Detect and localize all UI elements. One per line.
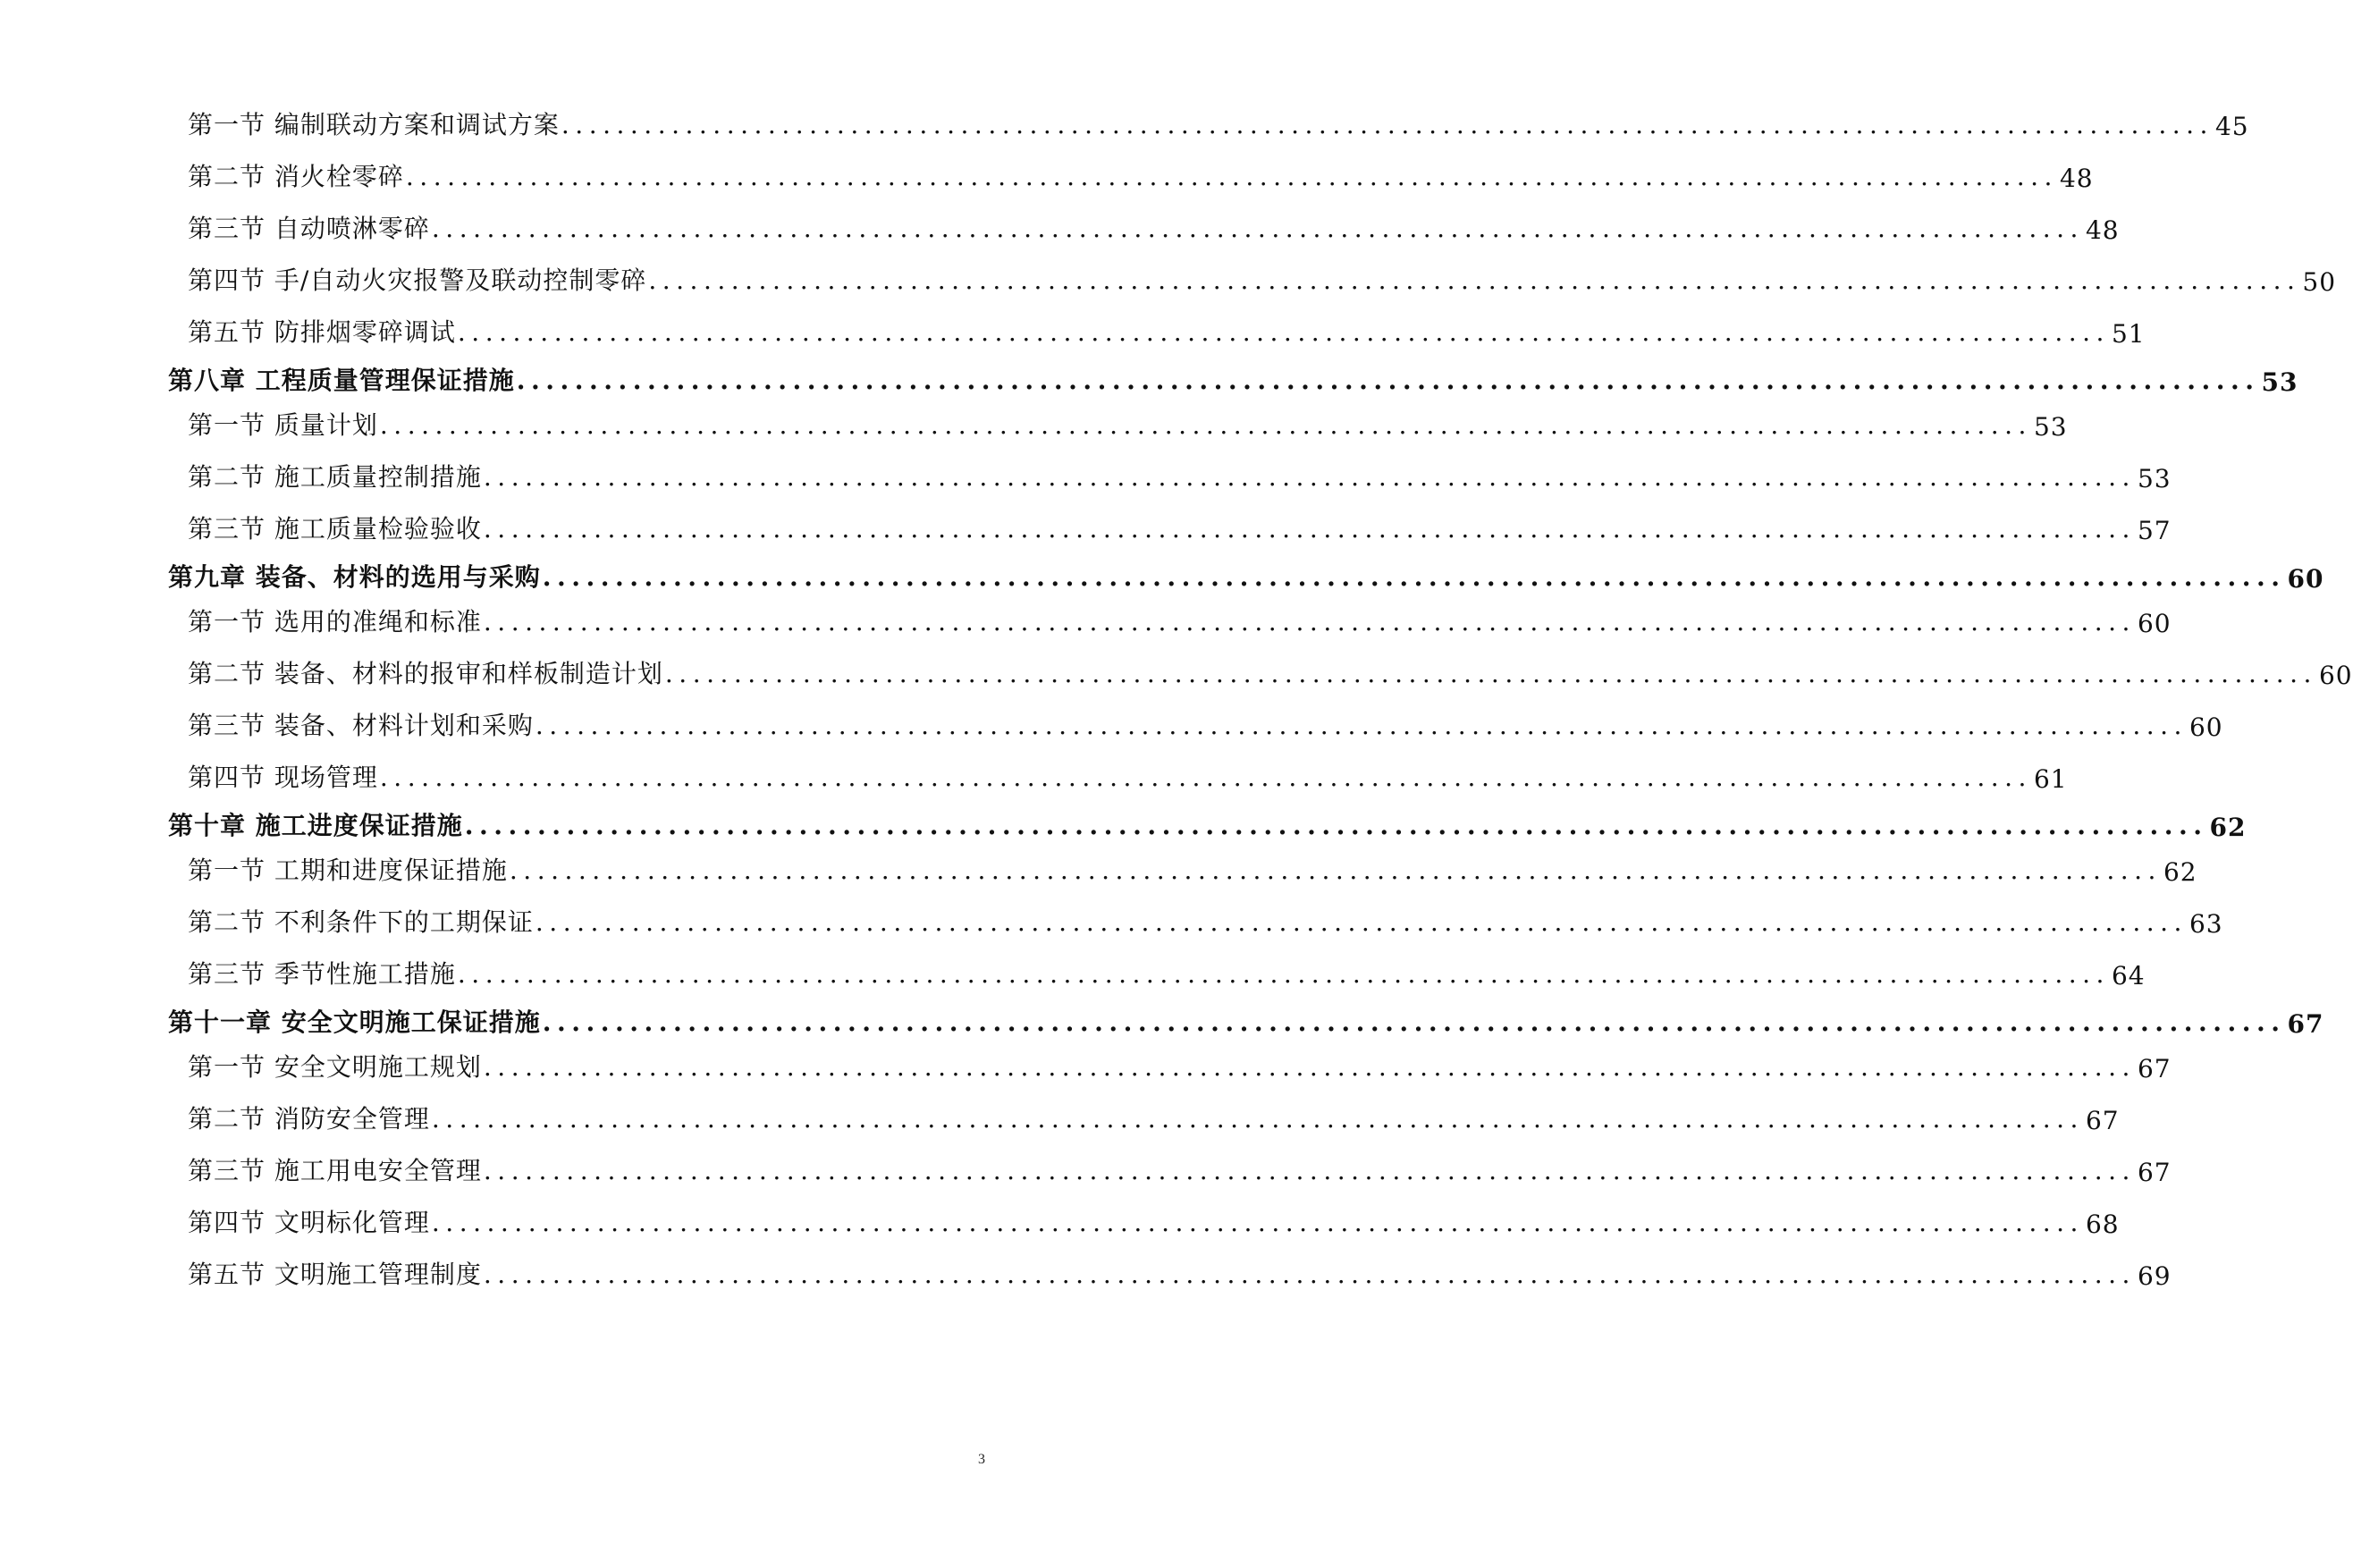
toc-entry-label: 第二节 施工质量控制措施 [188, 462, 482, 492]
dot-leader: ........................................................................................................................ [483, 1052, 2136, 1082]
toc-entry[interactable] [188, 847, 2197, 887]
toc-entry-page: 63 [2189, 909, 2223, 939]
toc-entry[interactable] [188, 309, 2146, 349]
dot-leader: ........................................................................................................................ [542, 1007, 2286, 1037]
toc-entry-page: 67 [2137, 1054, 2172, 1083]
dot-leader: ........................................................................................................................ [457, 959, 2110, 989]
dot-leader: ........................................................................................................................ [431, 214, 2084, 243]
toc-entry[interactable] [188, 454, 2172, 493]
toc-entry[interactable] [188, 1200, 2120, 1239]
dot-leader: ........................................................................................................................ [483, 607, 2136, 636]
toc-entry[interactable] [188, 1096, 2120, 1135]
toc-chapter-entry[interactable] [168, 803, 2247, 842]
toc-entry-label: 第五节 文明施工管理制度 [188, 1260, 482, 1289]
dot-leader: ........................................................................................................................ [379, 763, 2032, 792]
toc-entry-page: 60 [2189, 712, 2223, 742]
toc-entry-label: 第四节 现场管理 [188, 763, 378, 792]
toc-entry-page: 67 [2085, 1106, 2120, 1135]
dot-leader: ........................................................................................................................ [483, 1260, 2136, 1289]
toc-entry-page: 60 [2318, 661, 2353, 690]
toc-chapter-entry[interactable] [168, 358, 2298, 397]
toc-entry-page: 62 [2163, 857, 2197, 887]
toc-entry-page: 64 [2111, 961, 2146, 991]
dot-leader: ........................................................................................................................ [483, 1156, 2136, 1185]
toc-entry-label: 第三节 自动喷淋零碎 [188, 214, 430, 243]
dot-leader: ........................................................................................................................ [464, 811, 2208, 840]
toc-entry-page: 53 [2261, 367, 2298, 397]
dot-leader: ........................................................................................................................ [542, 562, 2286, 592]
toc-entry-label: 第九章 装备、材料的选用与采购 [168, 562, 541, 592]
toc-entry[interactable] [188, 599, 2172, 638]
toc-chapter-entry[interactable] [168, 999, 2324, 1039]
toc-entry-label: 第二节 装备、材料的报审和样板制造计划 [188, 659, 663, 688]
toc-entry-label: 第十一章 安全文明施工保证措施 [168, 1007, 541, 1037]
toc-entry-label: 第一节 工期和进度保证措施 [188, 856, 508, 885]
toc-entry-label: 第二节 不利条件下的工期保证 [188, 907, 534, 937]
toc-chapter-entry[interactable] [168, 554, 2324, 594]
dot-leader: ........................................................................................................................ [483, 462, 2136, 492]
toc-entry-label: 第三节 施工质量检验验收 [188, 514, 482, 544]
toc-entry-page: 60 [2137, 609, 2172, 638]
dot-leader: ........................................................................................................................ [561, 110, 2214, 139]
dot-leader: ........................................................................................................................ [535, 907, 2188, 937]
toc-entry-page: 50 [2302, 267, 2337, 297]
dot-leader: ........................................................................................................................ [431, 1104, 2084, 1134]
toc-entry[interactable] [188, 154, 2094, 193]
toc-entry[interactable] [188, 1044, 2172, 1083]
toc-entry-label: 第三节 装备、材料计划和采购 [188, 711, 534, 740]
toc-entry[interactable] [188, 703, 2223, 742]
dot-leader: ........................................................................................................................ [516, 366, 2260, 395]
toc-entry-label: 第四节 手/自动火灾报警及联动控制零碎 [188, 266, 647, 295]
toc-entry-page: 68 [2085, 1210, 2120, 1239]
toc-entry-page: 62 [2209, 813, 2247, 842]
toc-entry[interactable] [188, 754, 2068, 794]
toc-entry[interactable] [188, 1148, 2172, 1187]
toc-entry-page: 51 [2111, 319, 2146, 349]
page-number: 3 [978, 1452, 985, 1467]
toc-entry-label: 第十章 施工进度保证措施 [168, 811, 463, 840]
toc-entry[interactable] [188, 1252, 2172, 1291]
toc-entry-label: 第一节 选用的准绳和标准 [188, 607, 482, 636]
toc-entry-page: 60 [2287, 564, 2324, 594]
dot-leader: ........................................................................................................................ [457, 317, 2110, 347]
toc-entry-label: 第三节 施工用电安全管理 [188, 1156, 482, 1185]
toc-entry[interactable] [188, 257, 2337, 297]
toc-entry-label: 第二节 消火栓零碎 [188, 162, 404, 191]
toc-entry-label: 第一节 质量计划 [188, 410, 378, 440]
toc-entry-label: 第三节 季节性施工措施 [188, 959, 456, 989]
toc-entry-page: 67 [2137, 1158, 2172, 1187]
toc-entry[interactable] [188, 206, 2120, 245]
dot-leader: ........................................................................................................................ [509, 856, 2162, 885]
toc-entry[interactable] [188, 506, 2172, 545]
toc-entry-page: 48 [2085, 215, 2120, 245]
dot-leader: ........................................................................................................................ [405, 162, 2058, 191]
toc-entry-page: 69 [2137, 1261, 2172, 1291]
toc-entry-label: 第二节 消防安全管理 [188, 1104, 430, 1134]
toc-entry-page: 53 [2033, 412, 2068, 442]
toc-entry[interactable] [188, 651, 2353, 690]
dot-leader: ........................................................................................................................ [535, 711, 2188, 740]
toc-entry-page: 57 [2137, 516, 2172, 545]
toc-entry-label: 第一节 编制联动方案和调试方案 [188, 110, 560, 139]
dot-leader: ........................................................................................................................ [431, 1208, 2084, 1237]
dot-leader: ........................................................................................................................ [483, 514, 2136, 544]
toc-entry-label: 第八章 工程质量管理保证措施 [168, 366, 515, 395]
dot-leader: ........................................................................................................................ [648, 266, 2301, 295]
dot-leader: ........................................................................................................................ [379, 410, 2032, 440]
toc-entry[interactable] [188, 102, 2249, 141]
toc-entry-label: 第四节 文明标化管理 [188, 1208, 430, 1237]
toc-entry-page: 53 [2137, 464, 2172, 493]
toc-entry-label: 第一节 安全文明施工规划 [188, 1052, 482, 1082]
toc-entry[interactable] [188, 951, 2146, 991]
dot-leader: ........................................................................................................................ [664, 659, 2317, 688]
toc-entry-page: 61 [2033, 764, 2068, 794]
toc-entry[interactable] [188, 899, 2223, 939]
toc-entry-page: 48 [2059, 164, 2094, 193]
toc-entry-page: 45 [2214, 112, 2249, 141]
toc-entry[interactable] [188, 402, 2068, 442]
toc-entry-page: 67 [2287, 1009, 2324, 1039]
toc-entry-label: 第五节 防排烟零碎调试 [188, 317, 456, 347]
